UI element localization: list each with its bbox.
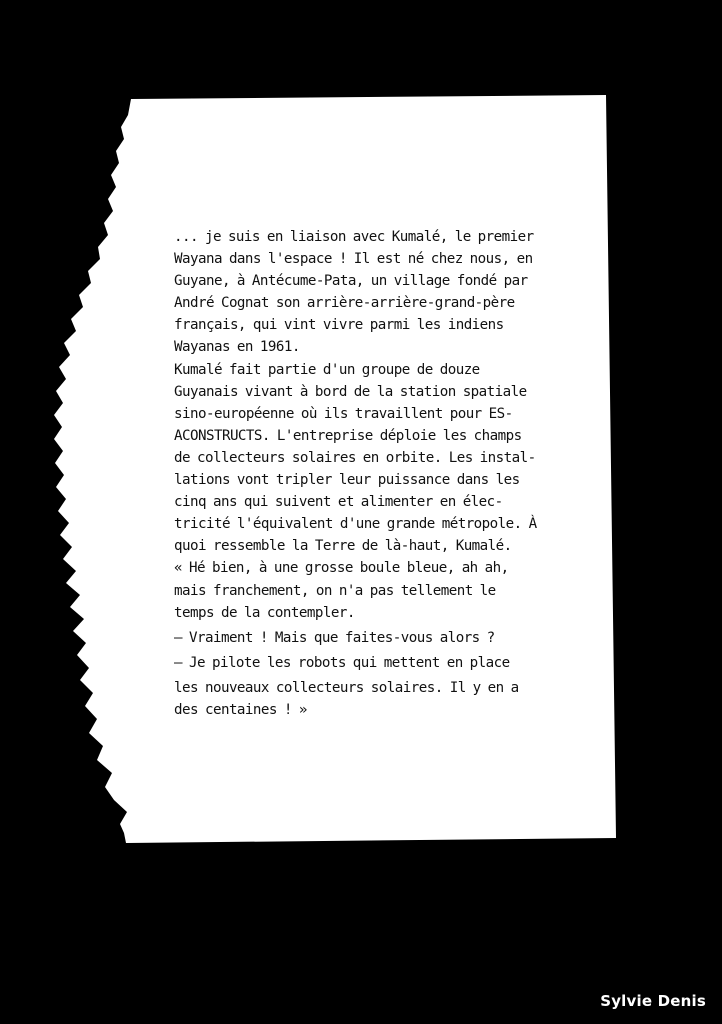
text-line: mais franchement, on n'a pas tellement le (174, 582, 496, 599)
author-name: Sylvie Denis (600, 992, 706, 1010)
text-line: les nouveaux collecteurs solaires. Il y en a (174, 679, 519, 696)
text-line: Wayana dans l'espace ! Il est né chez nous, en (174, 251, 533, 268)
text-line: « Hé bien, à une grosse boule bleue, ah ah, (174, 560, 509, 577)
text-line: André Cognat son arrière-arrière-grand-père (174, 295, 515, 312)
text-line: Kumalé fait partie d'un groupe de douze (174, 361, 480, 378)
text-line: Guyanais vivant à bord de la station spatiale (174, 383, 527, 400)
text-line: des centaines ! » (174, 701, 307, 718)
text-line: tricité l'équivalent d'une grande métropole. À (174, 516, 537, 533)
text-line: quoi ressemble la Terre de là-haut, Kumalé. (174, 538, 512, 555)
text-line: – Vraiment ! Mais que faites-vous alors ? (174, 629, 495, 646)
text-line: français, qui vint vivre parmi les indiens (174, 317, 504, 334)
text-line: sino-européenne où ils travaillent pour ES- (174, 405, 513, 422)
text-line: cinq ans qui suivent et alimenter en élec- (174, 494, 503, 511)
text-line: ... je suis en liaison avec Kumalé, le premier (174, 229, 534, 245)
text-line: ACONSTRUCTS. L'entreprise déploie les champs (174, 427, 522, 444)
text-line: Guyane, à Antécume-Pata, un village fondé par (174, 273, 528, 290)
body-text (174, 226, 594, 721)
text-line: Wayanas en 1961. (174, 339, 300, 356)
text-line: – Je pilote les robots qui mettent en place (174, 654, 510, 671)
text-line: lations vont tripler leur puissance dans les (174, 472, 520, 489)
text-line: temps de la contempler. (174, 604, 355, 621)
text-line: de collecteurs solaires en orbite. Les instal- (174, 449, 536, 466)
